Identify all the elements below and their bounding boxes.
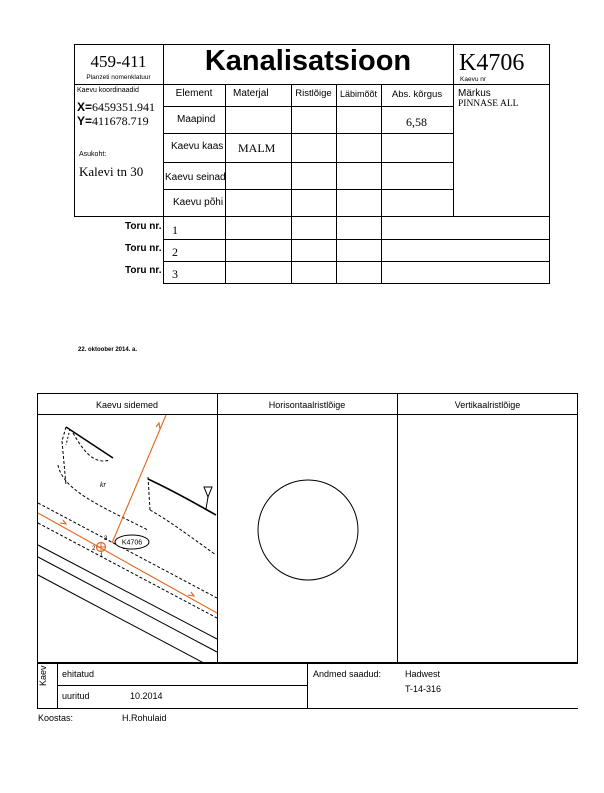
pipe-number: 3: [172, 267, 178, 281]
row-label: Kaevu põhi: [173, 197, 224, 208]
document-date: 22. oktoober 2014. a.: [78, 347, 138, 353]
coord-y: Y=411678.719: [77, 114, 149, 128]
horizontal-section: [218, 415, 397, 662]
col-header-remarks: Märkus: [458, 88, 491, 99]
panel-title-vertical: Vertikaalristlõige: [454, 400, 521, 410]
well-id: K4706: [459, 50, 525, 76]
col-header-material: Materjal: [233, 88, 269, 99]
col-header-cross: Ristlõige: [295, 88, 332, 99]
pipe-label: Toru nr.: [125, 265, 162, 276]
coord-x: X=6459351.941: [77, 100, 156, 114]
sheet-caption: Planzeti nomenklatuur: [86, 74, 151, 81]
col-header-element: Element: [175, 88, 213, 99]
sheet-number: 459-411: [90, 52, 147, 71]
row-label: Maapind: [177, 114, 216, 125]
data-from-code: T-14-316: [405, 684, 442, 694]
remark-value: PINNASE ALL: [458, 99, 519, 109]
well-label: K4706: [121, 539, 143, 547]
map-label-kr: kr: [100, 482, 106, 489]
pipe-number-label: 2: [92, 546, 96, 552]
page-title: Kanalisatsioon: [204, 45, 412, 77]
pipe-line: [38, 513, 217, 613]
pipe-number-label: 1: [100, 553, 104, 559]
row-label: Kaevu seinad: [165, 172, 226, 183]
panel-title-links: Kaevu sidemed: [95, 400, 159, 410]
row-label: Kaevu kaas: [171, 141, 224, 152]
coords-caption: Kaevu koordinaadid: [77, 87, 139, 94]
author-label: Koostas:: [38, 713, 74, 723]
well-id-caption: Kaevu nr: [460, 76, 487, 83]
data-from-label: Andmed saadud:: [313, 669, 382, 679]
surveyed-value: 10.2014: [130, 691, 163, 701]
row-abs: 6,58: [406, 115, 427, 129]
pipe-number: 2: [172, 245, 178, 259]
panel-title-horizontal: Horisontaalristlõige: [268, 400, 346, 410]
pipe-label: Toru nr.: [125, 243, 162, 254]
data-from-value: Hadwest: [405, 669, 441, 679]
pipe-label: Toru nr.: [125, 221, 162, 232]
well-circle: [258, 480, 358, 580]
pipe-number-label: 3: [104, 536, 108, 542]
pipe-number: 1: [172, 223, 178, 237]
location-caption: Asukoht:: [79, 151, 107, 158]
location-value: Kalevi tn 30: [79, 164, 144, 179]
col-header-diameter: Läbimõõt: [339, 89, 378, 99]
well-links-map: [38, 415, 217, 662]
built-label: ehitatud: [62, 669, 95, 679]
row-material: MALM: [238, 141, 276, 155]
pipe-line: [112, 415, 166, 543]
author-value: H.Rohulaid: [122, 713, 167, 723]
footer-side-label: Kaev: [38, 665, 48, 686]
surveyed-label: uuritud: [62, 691, 90, 701]
col-header-abs-height: Abs. kõrgus: [391, 89, 443, 100]
